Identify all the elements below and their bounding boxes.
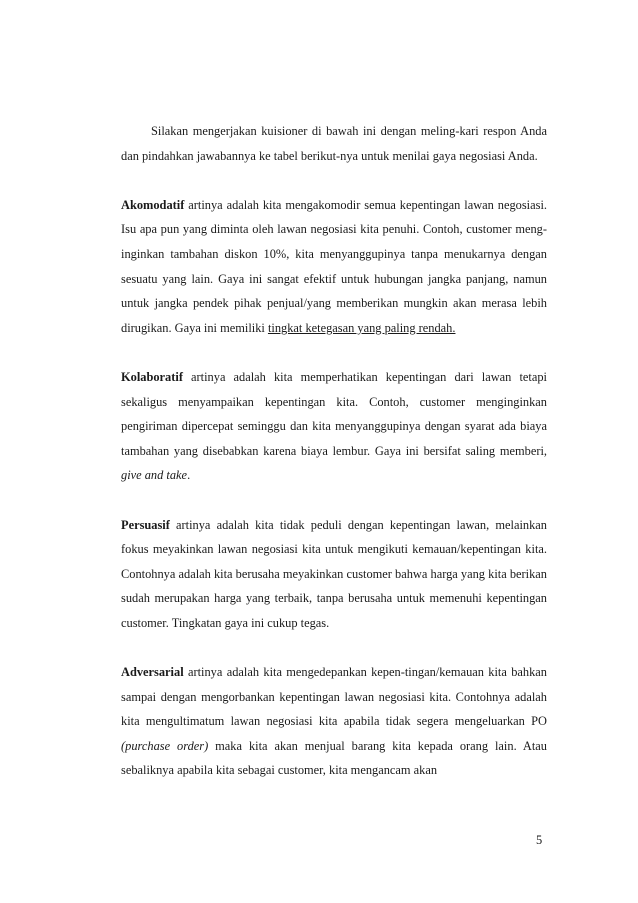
- adversarial-text-1: artinya adalah kita mengedepankan kepen-tingan/kemauan kita bahkan sampai dengan mengorbankan kepentingan lawan negosiasi kita. Contohnya adalah kita mengultimatum lawan negosiasi kita apabila tidak segera mengeluarkan PO: [121, 665, 547, 729]
- akomodatif-underlined: tingkat ketegasan yang paling rendah.: [267, 320, 456, 335]
- body-text: [121, 119, 547, 808]
- akomodatif-term: Akomodatif: [121, 197, 185, 212]
- kolaboratif-end: .: [187, 468, 191, 483]
- persuasif-text: artinya adalah kita tidak peduli dengan kepentingan lawan, melainkan fokus meyakinkan lawan negosiasi kita untuk mengikuti kemauan/kepentingan kita. Contohnya adalah kita berusaha meyakinkan customer bahwa harga yang kita berikan sudah merupakan harga yang terbaik, tanpa berusaha untuk memenuhi kepentingan customer. Tingkatan gaya ini cukup tegas.: [121, 517, 547, 630]
- kolaboratif-italic: give and take: [121, 468, 188, 483]
- page-number: 5: [536, 833, 543, 847]
- adversarial-term: Adversarial: [121, 665, 184, 680]
- adversarial-italic: (purchase order): [121, 738, 209, 753]
- kolaboratif-paragraph: [121, 365, 547, 488]
- intro-text: Silakan mengerjakan kuisioner di bawah ini dengan meling-kari respon Anda dan pindahkan jawabannya ke tabel berikut-nya untuk menilai gaya negosiasi Anda.: [121, 124, 547, 163]
- persuasif-term: Persuasif: [121, 517, 170, 532]
- kolaboratif-term: Kolaboratif: [121, 369, 183, 384]
- kolaboratif-text: artinya adalah kita memperhatikan kepentingan dari lawan tetapi sekaligus menyampaikan kepentingan kita. Contoh, customer menginginkan pengiriman dipercepat seminggu dan kita menyanggupinya dengan syarat ada biaya tambahan yang disebabkan karena biaya lembur. Gaya ini bersifat saling memberi,: [121, 369, 547, 458]
- persuasif-paragraph: [121, 513, 547, 636]
- akomodatif-paragraph: [121, 193, 547, 341]
- akomodatif-text: artinya adalah kita mengakomodir semua kepentingan lawan negosiasi. Isu apa pun yang diminta oleh lawan negosiasi kita penuhi. Contoh, customer meng-inginkan tambahan diskon 10%, kita menyanggupinya tanpa menukarnya dengan sesuatu yang lain. Gaya ini sangat efektif untuk hubungan jangka panjang, namun untuk jangka pendek pihak penjual/yang memberikan mungkin akan merasa lebih dirugikan. Gaya ini memiliki: [121, 197, 547, 335]
- adversarial-text-2: maka kita akan menjual barang kita kepada orang lain. Atau sebaliknya apabila kita sebagai customer, kita mengancam akan: [121, 738, 548, 778]
- adversarial-paragraph: [121, 660, 547, 783]
- intro-paragraph: [121, 119, 547, 168]
